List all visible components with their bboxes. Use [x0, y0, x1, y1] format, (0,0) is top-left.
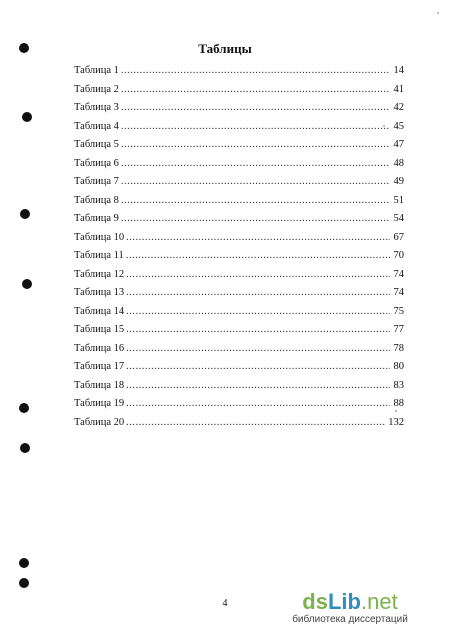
toc-leader-dots — [126, 284, 390, 303]
punch-hole-mark — [20, 443, 30, 453]
toc-entry-label: Таблица 4 — [74, 120, 119, 132]
dslib-tagline: библиотека диссертаций — [292, 614, 408, 625]
toc-entry-label: Таблица 10 — [74, 231, 125, 243]
toc-leader-dots — [126, 321, 390, 340]
toc-leader-dots — [126, 229, 390, 248]
dslib-watermark — [260, 590, 440, 626]
toc-leader-dots — [121, 155, 390, 174]
toc-entry-page: 78 — [393, 342, 404, 354]
toc-leader-dots — [126, 395, 390, 414]
toc-leader-dots — [121, 173, 390, 192]
toc-leader-dots — [126, 303, 390, 322]
toc-entry — [74, 81, 404, 100]
toc-entry-label: Таблица 8 — [74, 194, 119, 206]
toc-entry-page: 41 — [393, 83, 404, 95]
toc-entry — [74, 173, 404, 192]
toc-entry-page: 42 — [393, 102, 404, 113]
toc-entry-page: 47 — [393, 139, 404, 150]
toc-leader-dots — [121, 81, 390, 100]
toc-entry — [74, 358, 404, 377]
toc-leader-dots — [126, 358, 390, 377]
toc-leader-dots — [121, 118, 390, 137]
toc-entry — [74, 118, 404, 137]
toc-entry — [74, 284, 404, 303]
toc-entry-label: Таблица 3 — [74, 102, 119, 113]
toc-leader-dots — [121, 192, 390, 211]
toc-entry — [74, 229, 404, 248]
page-number: 4 — [222, 598, 228, 609]
toc-entry — [74, 136, 404, 155]
toc-entry-label: Таблица 20 — [74, 416, 125, 428]
toc-entry-page: 14 — [393, 65, 404, 76]
toc-entry — [74, 395, 404, 414]
toc-entry-page: 48 — [393, 157, 404, 169]
toc-entry — [74, 192, 404, 211]
toc-entry-page: 80 — [393, 361, 404, 372]
toc-entry-page: 54 — [393, 213, 404, 224]
toc-entry-label: Таблица 1 — [74, 65, 119, 76]
dslib-logo: dsLib.net — [302, 589, 398, 614]
toc-entry — [74, 377, 404, 396]
toc-leader-dots — [126, 247, 390, 266]
toc-entry-label: Таблица 19 — [74, 398, 125, 409]
toc-entry-page: 75 — [393, 305, 404, 317]
toc-entry — [74, 247, 404, 266]
toc-entry — [74, 321, 404, 340]
toc-entry-page: 88 — [393, 398, 404, 409]
toc-entry-page: 74 — [393, 287, 404, 298]
toc-entry-label: Таблица 2 — [74, 83, 119, 95]
toc-leader-dots — [126, 377, 390, 396]
toc-entry-label: Таблица 9 — [74, 213, 119, 224]
toc-entry-label: Таблица 11 — [74, 250, 124, 261]
toc-entry-label: Таблица 6 — [74, 157, 119, 169]
toc-leader-dots — [126, 266, 390, 285]
toc-entry — [74, 340, 404, 359]
toc-entry-label: Таблица 7 — [74, 176, 119, 187]
toc-leader-dots — [121, 99, 390, 118]
table-of-contents — [74, 62, 404, 432]
toc-entry — [74, 99, 404, 118]
toc-leader-dots — [126, 340, 390, 359]
toc-entry-page: 51 — [393, 194, 404, 206]
toc-leader-dots — [121, 62, 390, 81]
toc-entry-page: 83 — [393, 379, 404, 391]
toc-entry-label: Таблица 13 — [74, 287, 125, 298]
toc-entry-label: Таблица 5 — [74, 139, 119, 150]
toc-entry — [74, 414, 404, 433]
toc-leader-dots — [126, 414, 386, 433]
punch-hole-mark — [19, 558, 29, 568]
toc-entry — [74, 155, 404, 174]
toc-entry-page: 70 — [393, 250, 404, 261]
punch-hole-mark — [22, 112, 32, 122]
toc-entry-label: Таблица 17 — [74, 361, 125, 372]
toc-entry-page: 49 — [393, 176, 404, 187]
toc-entry-page: 45 — [393, 120, 404, 132]
toc-entry-page: 132 — [388, 416, 404, 428]
toc-entry-label: Таблица 18 — [74, 379, 125, 391]
toc-entry — [74, 210, 404, 229]
toc-entry — [74, 62, 404, 81]
punch-hole-mark — [20, 209, 30, 219]
punch-hole-mark — [19, 403, 29, 413]
toc-leader-dots — [121, 210, 390, 229]
punch-hole-mark — [22, 279, 32, 289]
toc-entry-page: 77 — [393, 324, 404, 335]
scan-speck — [437, 12, 439, 14]
toc-entry — [74, 266, 404, 285]
toc-entry-page: 74 — [393, 268, 404, 280]
toc-entry-label: Таблица 14 — [74, 305, 125, 317]
toc-entry-label: Таблица 16 — [74, 342, 125, 354]
toc-leader-dots — [121, 136, 390, 155]
toc-entry-label: Таблица 15 — [74, 324, 125, 335]
punch-hole-mark — [19, 578, 29, 588]
toc-entry — [74, 303, 404, 322]
toc-entry-page: 67 — [393, 231, 404, 243]
toc-entry-label: Таблица 12 — [74, 268, 125, 280]
toc-heading: Таблицы — [198, 41, 252, 56]
